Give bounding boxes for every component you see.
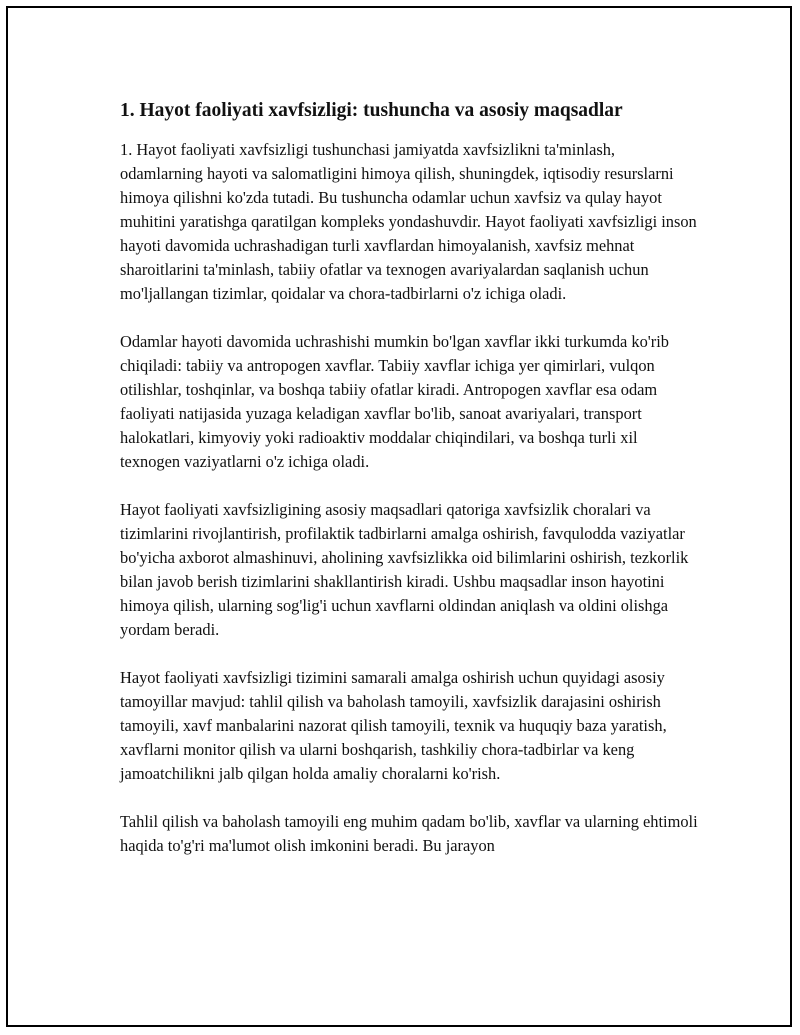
paragraph-4: Hayot faoliyati xavfsizligi tizimini samarali amalga oshirish uchun quyidagi asosiy tamoyillar mavjud: tahlil qilish va baholash tamoyili, xavfsizlik darajasini oshirish tamoyili, xavf manbalarini nazorat qilish tamoyili, texnik va huquqiy baza yaratish, xavflarni monitor qilish va ularni boshqarish, tashkiliy chora-tadbirlar va keng jamoatchilikni jalb qilgan holda amaliy choralarni ko'rish. [120, 668, 667, 783]
paragraph-5: Tahlil qilish va baholash tamoyili eng muhim qadam bo'lib, xavflar va ularning ehtimoli haqida to'g'ri ma'lumot olish imkonini beradi. Bu jarayon [120, 812, 698, 855]
page-frame [6, 6, 792, 1027]
paragraph-1: 1. Hayot faoliyati xavfsizligi tushunchasi jamiyatda xavfsizlikni ta'minlash, odamlarning hayoti va salomatligini himoya qilish, shuningdek, iqtisodiy resurslarni himoya qilishni ko'zda tutadi. Bu tushuncha odamlar uchun xavfsiz va qulay hayot muhitini yaratishga qaratilgan kompleks yondashuvdir. Hayot faoliyati xavfsizligi inson hayoti davomida uchrashadigan turli xavflardan himoyalanish, xavfsiz mehnat sharoitlarini ta'minlash, tabiiy ofatlar va texnogen avariyalardan saqlanish uchun mo'ljallangan tizimlar, qoidalar va chora-tadbirlarni o'z ichiga oladi. [120, 140, 697, 303]
document-title: 1. Hayot faoliyati xavfsizligi: tushuncha va asosiy maqsadlar [120, 100, 623, 121]
paragraph-3: Hayot faoliyati xavfsizligining asosiy maqsadlari qatoriga xavfsizlik choralari va tizimlarini rivojlantirish, profilaktik tadbirlarni amalga oshirish, favqulodda vaziyatlar bo'yicha axborot almashinuvi, aholining xavfsizlikka oid bilimlarini oshirish, tezkorlik bilan javob berish tizimlarini shakllantirish kiradi. Ushbu maqsadlar inson hayotini himoya qilish, ularning sog'lig'i uchun xavflarni oldindan aniqlash va oldini olishga yordam beradi. [120, 500, 689, 639]
paragraph-2: Odamlar hayoti davomida uchrashishi mumkin bo'lgan xavflar ikki turkumda ko'rib chiqiladi: tabiiy va antropogen xavflar. Tabiiy xavflar ichiga yer qimirlari, vulqon otilishlar, toshqinlar, va boshqa tabiiy ofatlar kiradi. Antropogen xavflar esa odam faoliyati natijasida yuzaga keladigan xavflar bo'lib, sanoat avariyalari, transport halokatlari, kimyoviy yoki radioaktiv moddalar chiqindilari, va boshqa turli xil texnogen vaziyatlarni o'z ichiga oladi. [120, 332, 669, 471]
document-body [120, 98, 700, 882]
